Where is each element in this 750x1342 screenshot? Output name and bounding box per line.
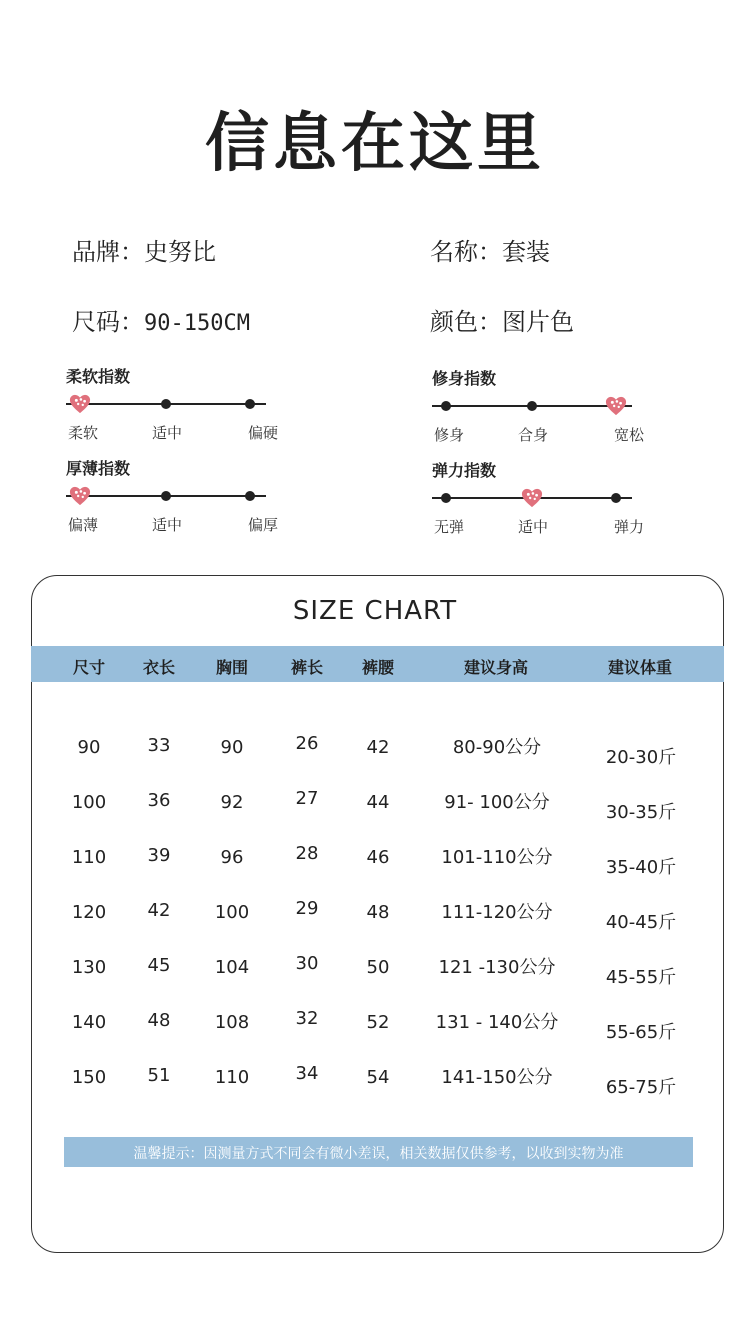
scale-dot: [441, 401, 451, 411]
cell-pants-length: 30: [295, 953, 319, 974]
cell-weight: 65-75斤: [605, 1077, 677, 1098]
cell-length: 36: [147, 790, 171, 811]
cell-weight: 20-30斤: [605, 747, 677, 768]
cell-waist: 42: [366, 737, 390, 758]
scale-label: 宽松: [614, 426, 645, 444]
scale-label: 弹力: [614, 518, 645, 536]
size-range-info: [72, 302, 250, 337]
cell-length: 51: [147, 1065, 171, 1086]
fit-scale: [432, 366, 672, 446]
cell-waist: 52: [366, 1012, 390, 1033]
cell-size: 140: [71, 1012, 107, 1033]
heart-icon: [605, 395, 627, 417]
cell-pants-length: 26: [295, 733, 319, 754]
cell-pants-length: 28: [295, 843, 319, 864]
cell-weight: 55-65斤: [605, 1022, 677, 1043]
scale-dot: [611, 493, 621, 503]
column-header-length: 衣长: [142, 658, 176, 677]
size-range-label: 尺码：: [72, 308, 144, 336]
cell-size: 120: [71, 902, 107, 923]
scale-dot: [161, 491, 171, 501]
scale-dot: [161, 399, 171, 409]
scale-label: 偏厚: [248, 516, 279, 534]
cell-size: 130: [71, 957, 107, 978]
softness-scale: [66, 364, 306, 444]
cell-height: 121 -130公分: [438, 957, 556, 978]
cell-length: 48: [147, 1010, 171, 1031]
cell-pants-length: 32: [295, 1008, 319, 1029]
color-info: 颜色：图片色: [430, 308, 574, 336]
column-header-height: 建议身高: [463, 658, 529, 677]
page-title: 信息在这里: [205, 107, 545, 181]
cell-chest: 92: [220, 792, 244, 813]
cell-height: 91- 100公分: [444, 792, 550, 813]
notice-text: 温馨提示：因测量方式不同会有微小差误，相关数据仅供参考，以收到实物为准: [133, 1146, 624, 1162]
cell-weight: 40-45斤: [605, 912, 677, 933]
cell-height: 111-120公分: [441, 902, 553, 923]
cell-weight: 35-40斤: [605, 857, 677, 878]
scale-label: 柔软: [68, 424, 99, 442]
scale-label: 适中: [152, 516, 183, 534]
scale-label: 偏薄: [68, 516, 99, 534]
column-header-pants-length: 裤长: [290, 658, 324, 677]
heart-icon: [69, 485, 91, 507]
cell-size: 150: [71, 1067, 107, 1088]
cell-waist: 54: [366, 1067, 390, 1088]
scale-title: 柔软指数: [66, 367, 131, 386]
cell-length: 33: [147, 735, 171, 756]
cell-chest: 108: [214, 1012, 250, 1033]
cell-pants-length: 29: [295, 898, 319, 919]
scale-dot: [441, 493, 451, 503]
scale-label: 修身: [434, 426, 465, 444]
cell-size: 110: [71, 847, 107, 868]
notice-bar: [64, 1137, 693, 1167]
scale-dot: [245, 399, 255, 409]
cell-pants-length: 34: [295, 1063, 319, 1084]
heart-icon: [69, 393, 91, 415]
scale-label: 偏硬: [248, 424, 279, 442]
scale-label: 适中: [152, 424, 183, 442]
cell-waist: 48: [366, 902, 390, 923]
cell-size: 90: [77, 737, 101, 758]
scale-label: 合身: [518, 426, 549, 444]
cell-waist: 46: [366, 847, 390, 868]
thickness-scale: [66, 456, 306, 536]
cell-height: 80-90公分: [452, 737, 542, 758]
cell-length: 39: [147, 845, 171, 866]
heart-icon: [521, 487, 543, 509]
cell-length: 45: [147, 955, 171, 976]
cell-height: 101-110公分: [441, 847, 553, 868]
column-header-waist: 裤腰: [361, 658, 395, 677]
cell-weight: 45-55斤: [605, 967, 677, 988]
column-header-weight: 建议体重: [607, 658, 673, 677]
cell-chest: 104: [214, 957, 250, 978]
cell-chest: 110: [214, 1067, 250, 1088]
cell-waist: 50: [366, 957, 390, 978]
product-name-info: 名称：套装: [430, 238, 550, 266]
cell-size: 100: [71, 792, 107, 813]
scale-label: 适中: [518, 518, 549, 536]
cell-pants-length: 27: [295, 788, 319, 809]
elasticity-scale: [432, 458, 672, 538]
cell-chest: 96: [220, 847, 244, 868]
scale-title: 厚薄指数: [66, 459, 131, 478]
size-range-value: 90-150CM: [144, 311, 250, 336]
cell-height: 141-150公分: [441, 1067, 553, 1088]
scale-title: 修身指数: [432, 369, 497, 388]
scale-dot: [527, 401, 537, 411]
scale-dot: [245, 491, 255, 501]
size-chart-title: SIZE CHART: [292, 596, 458, 626]
cell-weight: 30-35斤: [605, 802, 677, 823]
cell-height: 131 - 140公分: [435, 1012, 559, 1033]
column-header-chest: 胸围: [215, 658, 249, 677]
column-header-size: 尺寸: [72, 658, 106, 677]
cell-chest: 100: [214, 902, 250, 923]
scale-title: 弹力指数: [432, 461, 497, 480]
cell-chest: 90: [220, 737, 244, 758]
cell-length: 42: [147, 900, 171, 921]
scale-label: 无弹: [434, 518, 465, 536]
cell-waist: 44: [366, 792, 390, 813]
brand-info: 品牌：史努比: [72, 238, 216, 266]
